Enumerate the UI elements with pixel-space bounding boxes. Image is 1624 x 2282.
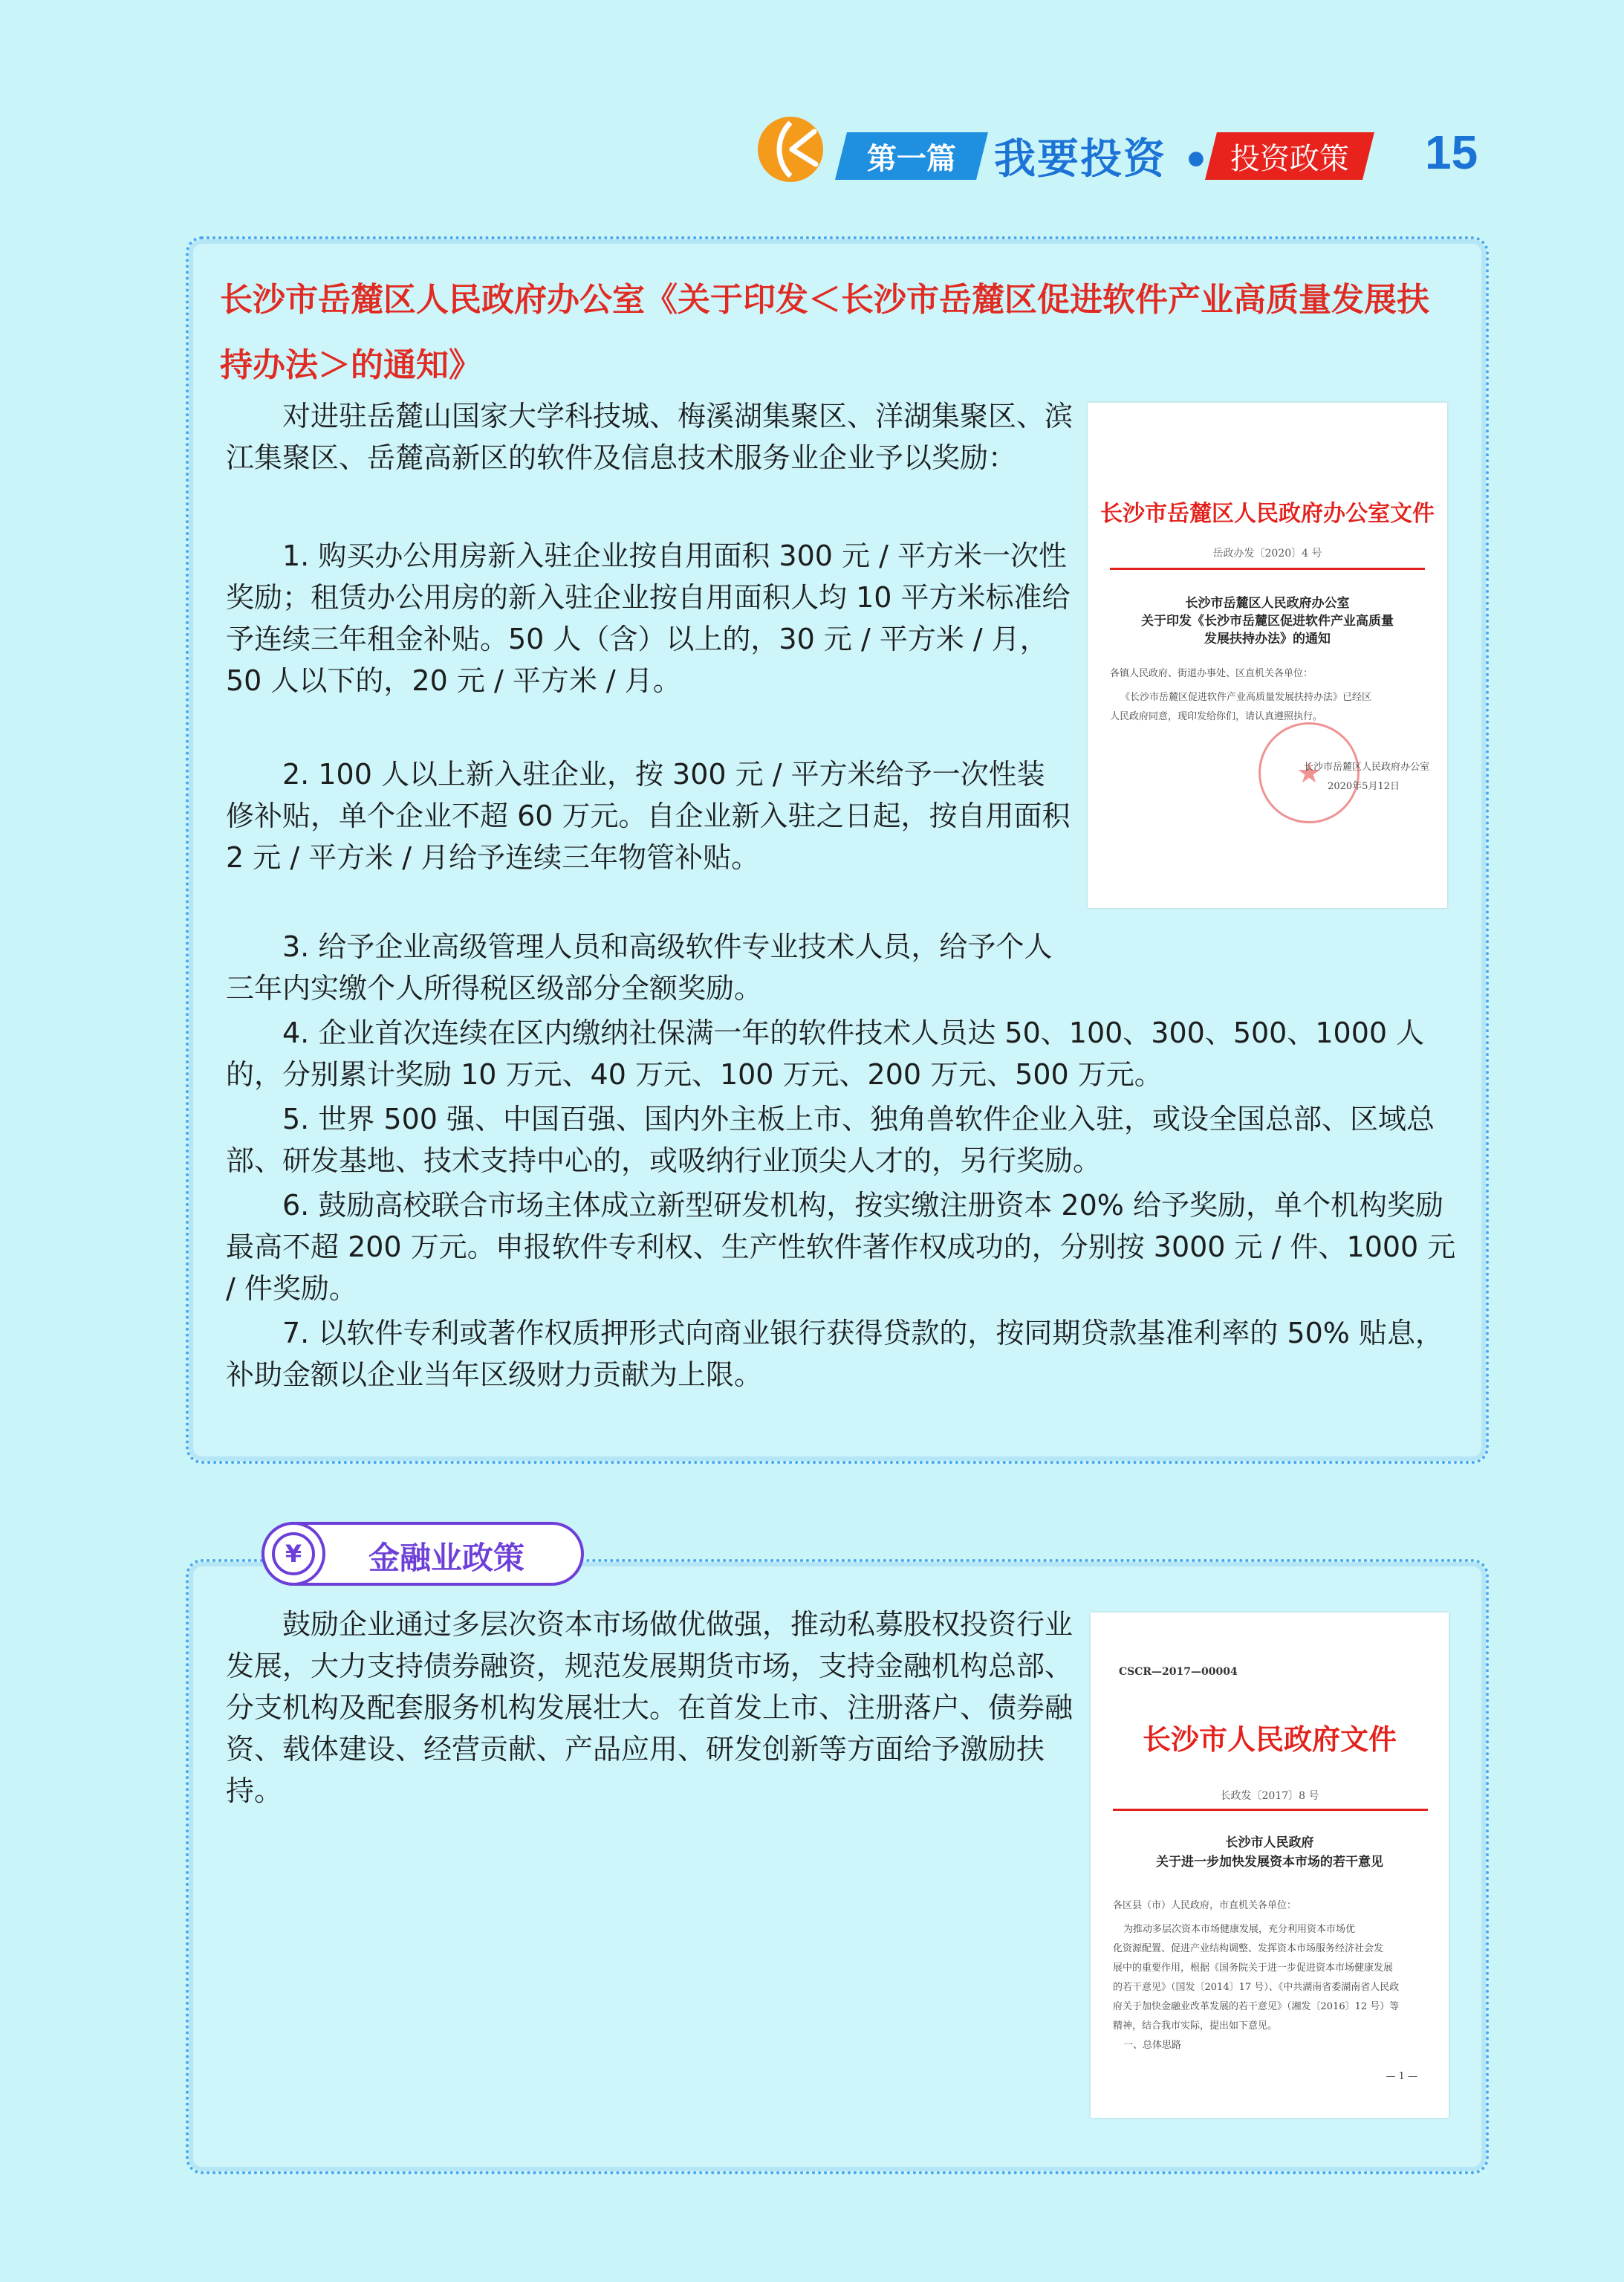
- doc2-body-line-7: 一、总体思路: [1123, 2040, 1182, 2051]
- doc1-header: 长沙市岳麓区人民政府办公室文件: [1100, 501, 1435, 527]
- doc1-title-line-3: 发展扶持办法》的通知: [1204, 632, 1331, 646]
- doc2-page-mark: — 1 —: [1386, 2071, 1417, 2082]
- chapter-tag: 第一篇: [835, 132, 988, 180]
- doc2-header: 长沙市人民政府文件: [1142, 1722, 1397, 1756]
- policy-item-4: 4. 企业首次连续在区内缴纳社保满一年的软件技术人员达 50、100、300、500、1000 人的，分别累计奖励 10 万元、40 万元、100 万元、200 万元、500 万元。: [226, 1017, 1425, 1091]
- doc1-body-line-2: 人民政府同意，现印发给你们，请认真遵照执行。: [1110, 711, 1323, 722]
- title-separator: •: [1183, 137, 1209, 185]
- finance-policy-label: 金融业政策: [368, 1540, 525, 1576]
- doc2-number: 长政发〔2017〕8 号: [1220, 1790, 1319, 1802]
- policy-intro: 对进驻岳麓山国家大学科技城、梅溪湖集聚区、洋湖集聚区、滨江集聚区、岳麓高新区的软件及信息技术服务业企业予以奖励：: [226, 400, 1074, 474]
- doc1-title-line-1: 长沙市岳麓区人民政府办公室: [1185, 596, 1350, 611]
- policy-item-6: 6. 鼓励高校联合市场主体成立新型研发机构，按实缴注册资本 20% 给予奖励，单个机构奖励最高不超 200 万元。申报软件专利权、生产性软件著作权成功的，分别按 3000 元 / 件、1000 元 / 件奖励。: [226, 1189, 1456, 1305]
- doc2-red-rule: [1113, 1809, 1428, 1811]
- doc1-addressee: 各镇人民政府、街道办事处、区直机关各单位：: [1110, 668, 1313, 679]
- doc2-addressee: 各区县（市）人民政府，市直机关各单位：: [1113, 1900, 1297, 1911]
- software-policy-title: 长沙市岳麓区人民政府办公室《关于印发＜长沙市岳麓区促进软件产业高质量发展扶持办法＞的通知》: [220, 281, 1429, 384]
- subsection-tag: 投资政策: [1205, 132, 1374, 180]
- yuan-coin-icon: ¥: [262, 1522, 325, 1586]
- district-notice-document-image: [1088, 403, 1447, 908]
- doc2-body-line-1: 为推动多层次资本市场健康发展，充分利用资本市场优: [1123, 1924, 1356, 1935]
- doc2-title-line-1: 长沙市人民政府: [1225, 1835, 1314, 1850]
- doc1-red-rule: [1110, 568, 1425, 570]
- doc2-body-line-6: 精神，结合我市实际，提出如下意见。: [1113, 2020, 1278, 2032]
- doc2-body-line-3: 展中的重要作用，根据《国务院关于进一步促进资本市场健康发展: [1113, 1962, 1394, 1974]
- doc1-signature: 长沙市岳麓区人民政府办公室: [1303, 762, 1429, 773]
- doc1-date: 2020年5月12日: [1328, 781, 1400, 792]
- doc2-body-line-4: 的若干意见》（国发〔2014〕17 号）、《中共湖南省委湖南省人民政: [1113, 1982, 1400, 1993]
- publication-logo-icon: [756, 115, 825, 184]
- page-number: 15: [1425, 126, 1478, 179]
- doc1-body-line-1: 《长沙市岳麓区促进软件产业高质量发展扶持办法》已经区: [1120, 692, 1372, 703]
- doc2-code: CSCR—2017—00004: [1119, 1666, 1238, 1678]
- doc2-title-line-2: 关于进一步加快发展资本市场的若干意见: [1156, 1855, 1383, 1870]
- doc2-body-line-2: 化资源配置、促进产业结构调整、发挥资本市场服务经济社会发: [1113, 1943, 1384, 1954]
- doc2-body-line-5: 府关于加快金融业改革发展的若干意见》（湘发〔2016〕12 号）等: [1113, 2001, 1400, 2012]
- doc1-number: 岳政办发〔2020〕4 号: [1212, 548, 1322, 560]
- section-title: 我要投资: [994, 135, 1166, 184]
- finance-policy-label-pill: [262, 1522, 584, 1586]
- policy-item-5: 5. 世界 500 强、中国百强、国内外主板上市、独角兽软件企业入驻，或设全国总部、区域总部、研发基地、技术支持中心的，或吸纳行业顶尖人才的，另行奖励。: [226, 1103, 1435, 1177]
- city-opinion-document-image: [1091, 1612, 1449, 2118]
- policy-item-1: 1. 购买办公用房新入驻企业按自用面积 300 元 / 平方米一次性奖励；租赁办公用房的新入驻企业按自用面积人均 10 平方米标准给予连续三年租金补贴。50 人（含）以上的，30 元 / 平方米 / 月，50 人以下的，20 元 / 平方米 / 月。: [226, 539, 1071, 697]
- policy-item-7: 7. 以软件专利或著作权质押形式向商业银行获得贷款的，按同期贷款基准利率的 50% 贴息，补助金额以企业当年区级财力贡献为上限。: [226, 1317, 1443, 1391]
- policy-item-3: 3. 给予企业高级管理人员和高级软件专业技术人员，给予个人三年内实缴个人所得税区级部分全额奖励。: [226, 930, 1053, 1005]
- finance-policy-paragraph: 鼓励企业通过多层次资本市场做优做强，推动私募股权投资行业发展，大力支持债券融资，规范发展期货市场，支持金融机构总部、分支机构及配套服务机构发展壮大。在首发上市、注册落户、债券融资、载体建设、经营贡献、产品应用、研发创新等方面给予激励扶持。: [226, 1608, 1074, 1807]
- doc1-title-line-2: 关于印发《长沙市岳麓区促进软件产业高质量: [1141, 614, 1394, 629]
- policy-item-2: 2. 100 人以上新入驻企业，按 300 元 / 平方米给予一次性装修补贴，单个企业不超 60 万元。自企业新入驻之日起，按自用面积 2 元 / 平方米 / 月给予连续三年物管补贴。: [226, 758, 1071, 874]
